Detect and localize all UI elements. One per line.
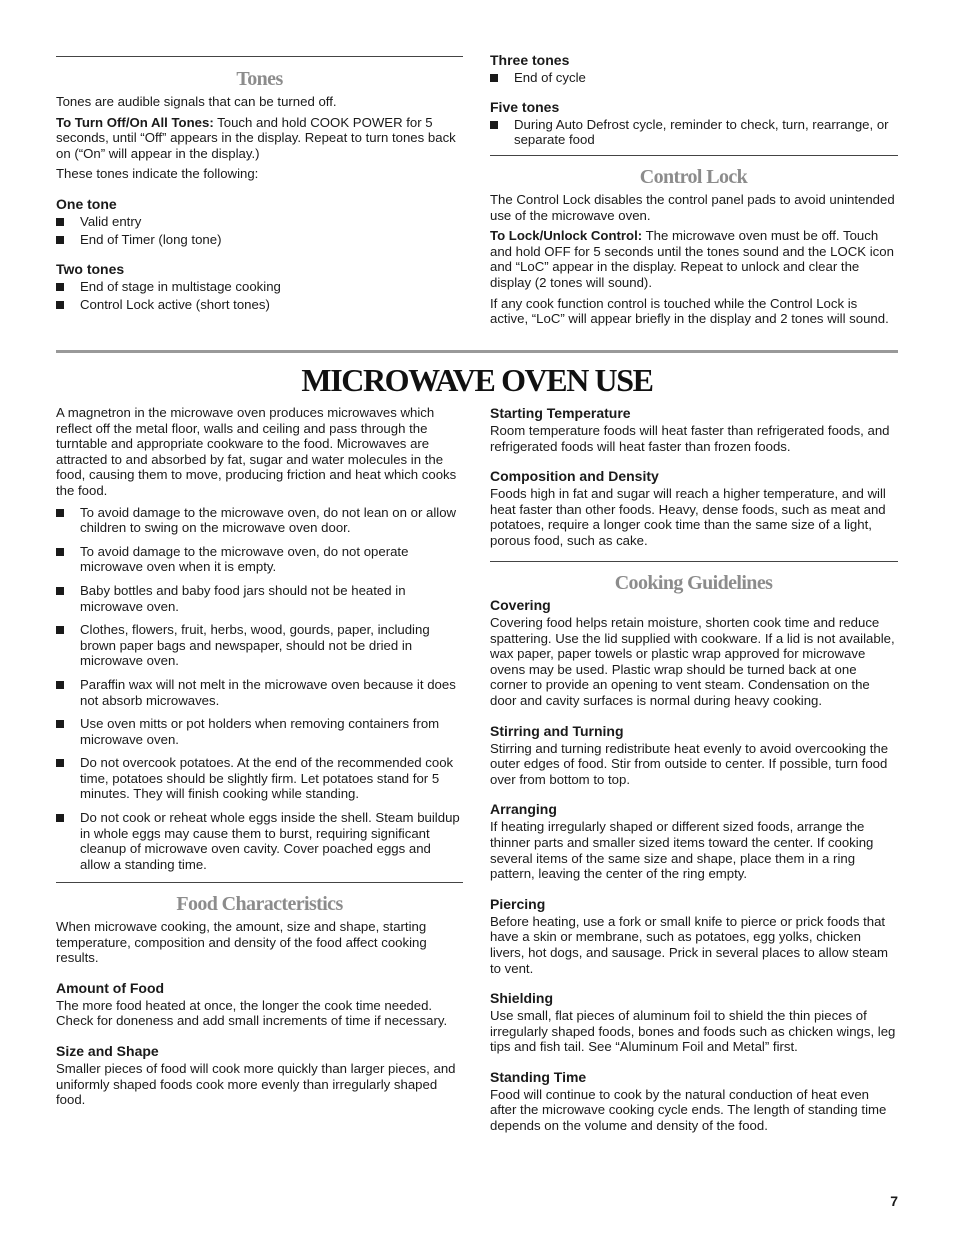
tones-indicate: These tones indicate the following: — [56, 166, 259, 182]
arranging-text: If heating irregularly shaped or different sized foods, arrange the thinner parts and smaller sized items toward the center. If cooking several items of the same size and shape, place them in a ring pattern, leaving the center of the ring empty. — [490, 819, 874, 882]
list-item: Do not cook or reheat whole eggs inside the shell. Steam buildup in whole eggs may cause them to burst, requiring significant cleanup of microwave oven cavity. Cover poached eggs and allow a standing time. — [56, 810, 463, 872]
control-lock-p2 — [490, 228, 897, 290]
control-lock-p2-text: The microwave oven must be off. Touch and hold OFF for 5 seconds until the tones sound and the LOCK icon and “LoC” appear in the display. Repeat to unlock and clear the display (2 tones will sound). — [490, 228, 894, 290]
food-characteristics-heading: Food Characteristics — [176, 893, 343, 915]
list-item: End of Timer (long tone) — [56, 232, 463, 248]
list-item: To avoid damage to the microwave oven, do not operate microwave oven when it is empty. — [56, 544, 463, 575]
list-item: End of stage in multistage cooking — [56, 279, 463, 295]
control-lock-section — [490, 166, 897, 332]
five-tones-list — [490, 117, 897, 148]
control-lock-p2-label: To Lock/Unlock Control: — [490, 228, 643, 244]
shielding-text: Use small, flat pieces of aluminum foil to shield the thin pieces of irregularly shaped foods, bones and foods such as chicken wings, leg tips and fish tail. See “Aluminum Foil and Metal” first. — [490, 1008, 896, 1055]
microwave-use-section — [56, 405, 463, 872]
tones-turnoff-label: To Turn Off/On All Tones: — [56, 114, 214, 130]
page-title: MICROWAVE OVEN USE — [301, 362, 653, 398]
list-item: Do not overcook potatoes. At the end of the recommended cook time, potatoes should be slightly firm. Let potatoes stand for 5 minutes. They will finish cooking while standing. — [56, 755, 463, 802]
standing-time-text: Food will continue to cook by the natural conduction of heat even after the microwave cooking cycle ends. The length of standing time depends on the volume and density of the food. — [490, 1086, 887, 1134]
size-and-shape-heading: Size and Shape — [56, 1042, 159, 1059]
control-lock-top-rule — [490, 155, 898, 156]
five-tones-heading: Five tones — [490, 98, 560, 115]
three-tones-heading: Three tones — [490, 52, 570, 68]
list-item: Valid entry — [56, 214, 463, 230]
amount-of-food-text: The more food heated at once, the longer the cook time needed. Check for doneness and add small increments of time if necessary. — [56, 997, 448, 1029]
cooking-guidelines-section — [490, 572, 897, 1139]
list-item: Baby bottles and baby food jars should not be heated in microwave oven. — [56, 583, 463, 614]
control-lock-p3: If any cook function control is touched while the Control Lock is active, “LoC” will appear briefly in the display and 2 tones will sound. — [490, 295, 889, 327]
food-top-rule — [56, 882, 463, 883]
piercing-text: Before heating, use a fork or small knife to pierce or prick foods that have a skin or membrane, such as potatoes, egg yolks, chicken livers, hot dogs, and sausage. Prick in several places to allow steam to vent. — [490, 913, 889, 976]
list-item: To avoid damage to the microwave oven, do not lean on or allow children to swing on the microwave oven door. — [56, 505, 463, 536]
tones-continued — [490, 52, 897, 148]
standing-time-heading: Standing Time — [490, 1068, 587, 1085]
list-item: During Auto Defrost cycle, reminder to check, turn, rearrange, or separate food — [490, 117, 897, 148]
list-item: Control Lock active (short tones) — [56, 297, 463, 313]
guidelines-top-rule — [490, 561, 898, 562]
food-characteristics-section — [56, 893, 463, 1113]
two-tones-heading: Two tones — [56, 261, 125, 278]
stirring-text: Stirring and turning redistribute heat evenly to avoid overcooking the outer edges of food. Stir from outside to center. If possible, turn food over from bottom to top. — [490, 740, 889, 787]
page-number: 7 — [890, 1193, 898, 1209]
arranging-heading: Arranging — [490, 801, 557, 818]
shielding-heading: Shielding — [490, 990, 553, 1007]
section-divider — [56, 350, 898, 353]
one-tone-heading: One tone — [56, 195, 117, 212]
three-tones-list — [490, 70, 897, 86]
control-lock-p1: The Control Lock disables the control panel pads to avoid unintended use of the microwave oven. — [490, 192, 895, 223]
use-intro: A magnetron in the microwave oven produces microwaves which reflect off the metal floor, walls and ceiling and pass through the turntable and appropriate cookware to the food. Microwaves are attracted to and absorbed by fat, sugar and water molecules in the food, causing them to move, producing friction and heat which cooks the food. — [56, 405, 457, 498]
cooking-guidelines-heading: Cooking Guidelines — [614, 572, 773, 594]
starting-temperature-text: Room temperature foods will heat faster than refrigerated foods, and refrigerated foods will heat faster than frozen foods. — [490, 423, 890, 454]
tones-section — [56, 68, 463, 312]
size-and-shape-text: Smaller pieces of food will cook more quickly than larger pieces, and uniformly shaped foods cook more evenly than irregularly shaped food. — [56, 1060, 456, 1108]
covering-heading: Covering — [490, 597, 551, 613]
covering-text: Covering food helps retain moisture, shorten cook time and reduce spattering. Use the lid supplied with cookware. If a lid is not available, wax paper, paper towels or plastic wrap approved for microwave ovens may be used. Plastic wrap should be turned back at one corner to provide an opening to vent steam. Condensation on the door and cavity surfaces is normal during heavy cooking. — [490, 615, 895, 708]
stirring-heading: Stirring and Turning — [490, 722, 624, 739]
tones-heading: Tones — [236, 68, 283, 90]
control-lock-heading: Control Lock — [639, 166, 748, 188]
tones-turnoff-text: Touch and hold COOK POWER for 5 seconds, until “Off” appears in the display. Repeat to turn tones back on (“On” will appear in the display.) — [56, 114, 456, 161]
composition-density-text: Foods high in fat and sugar will reach a higher temperature, and will heat faster than other foods. Heavy, dense foods, such as meat and potatoes, require a longer cook time than the same size of a light, porous food, such as cake. — [490, 486, 886, 548]
tones-turnoff-paragraph — [56, 115, 463, 162]
use-bullets — [56, 505, 463, 873]
list-item: Clothes, flowers, fruit, herbs, wood, gourds, paper, including brown paper bags and newspaper, should not be dried in microwave oven. — [56, 622, 463, 669]
piercing-heading: Piercing — [490, 895, 546, 912]
two-tones-list — [56, 279, 463, 312]
amount-of-food-heading: Amount of Food — [56, 979, 165, 996]
list-item: Paraffin wax will not melt in the microwave oven because it does not absorb microwaves. — [56, 677, 463, 708]
tones-intro: Tones are audible signals that can be turned off. — [56, 94, 337, 109]
composition-density-heading: Composition and Density — [490, 468, 659, 485]
tones-top-rule — [56, 56, 463, 57]
starting-temperature-heading: Starting Temperature — [490, 405, 631, 421]
one-tone-list — [56, 214, 463, 247]
list-item: Use oven mitts or pot holders when removing containers from microwave oven. — [56, 716, 463, 747]
food-intro: When microwave cooking, the amount, size and shape, starting temperature, composition and density of the food affect cooking results. — [56, 919, 427, 966]
list-item: End of cycle — [490, 70, 897, 86]
food-characteristics-continued — [490, 405, 897, 554]
